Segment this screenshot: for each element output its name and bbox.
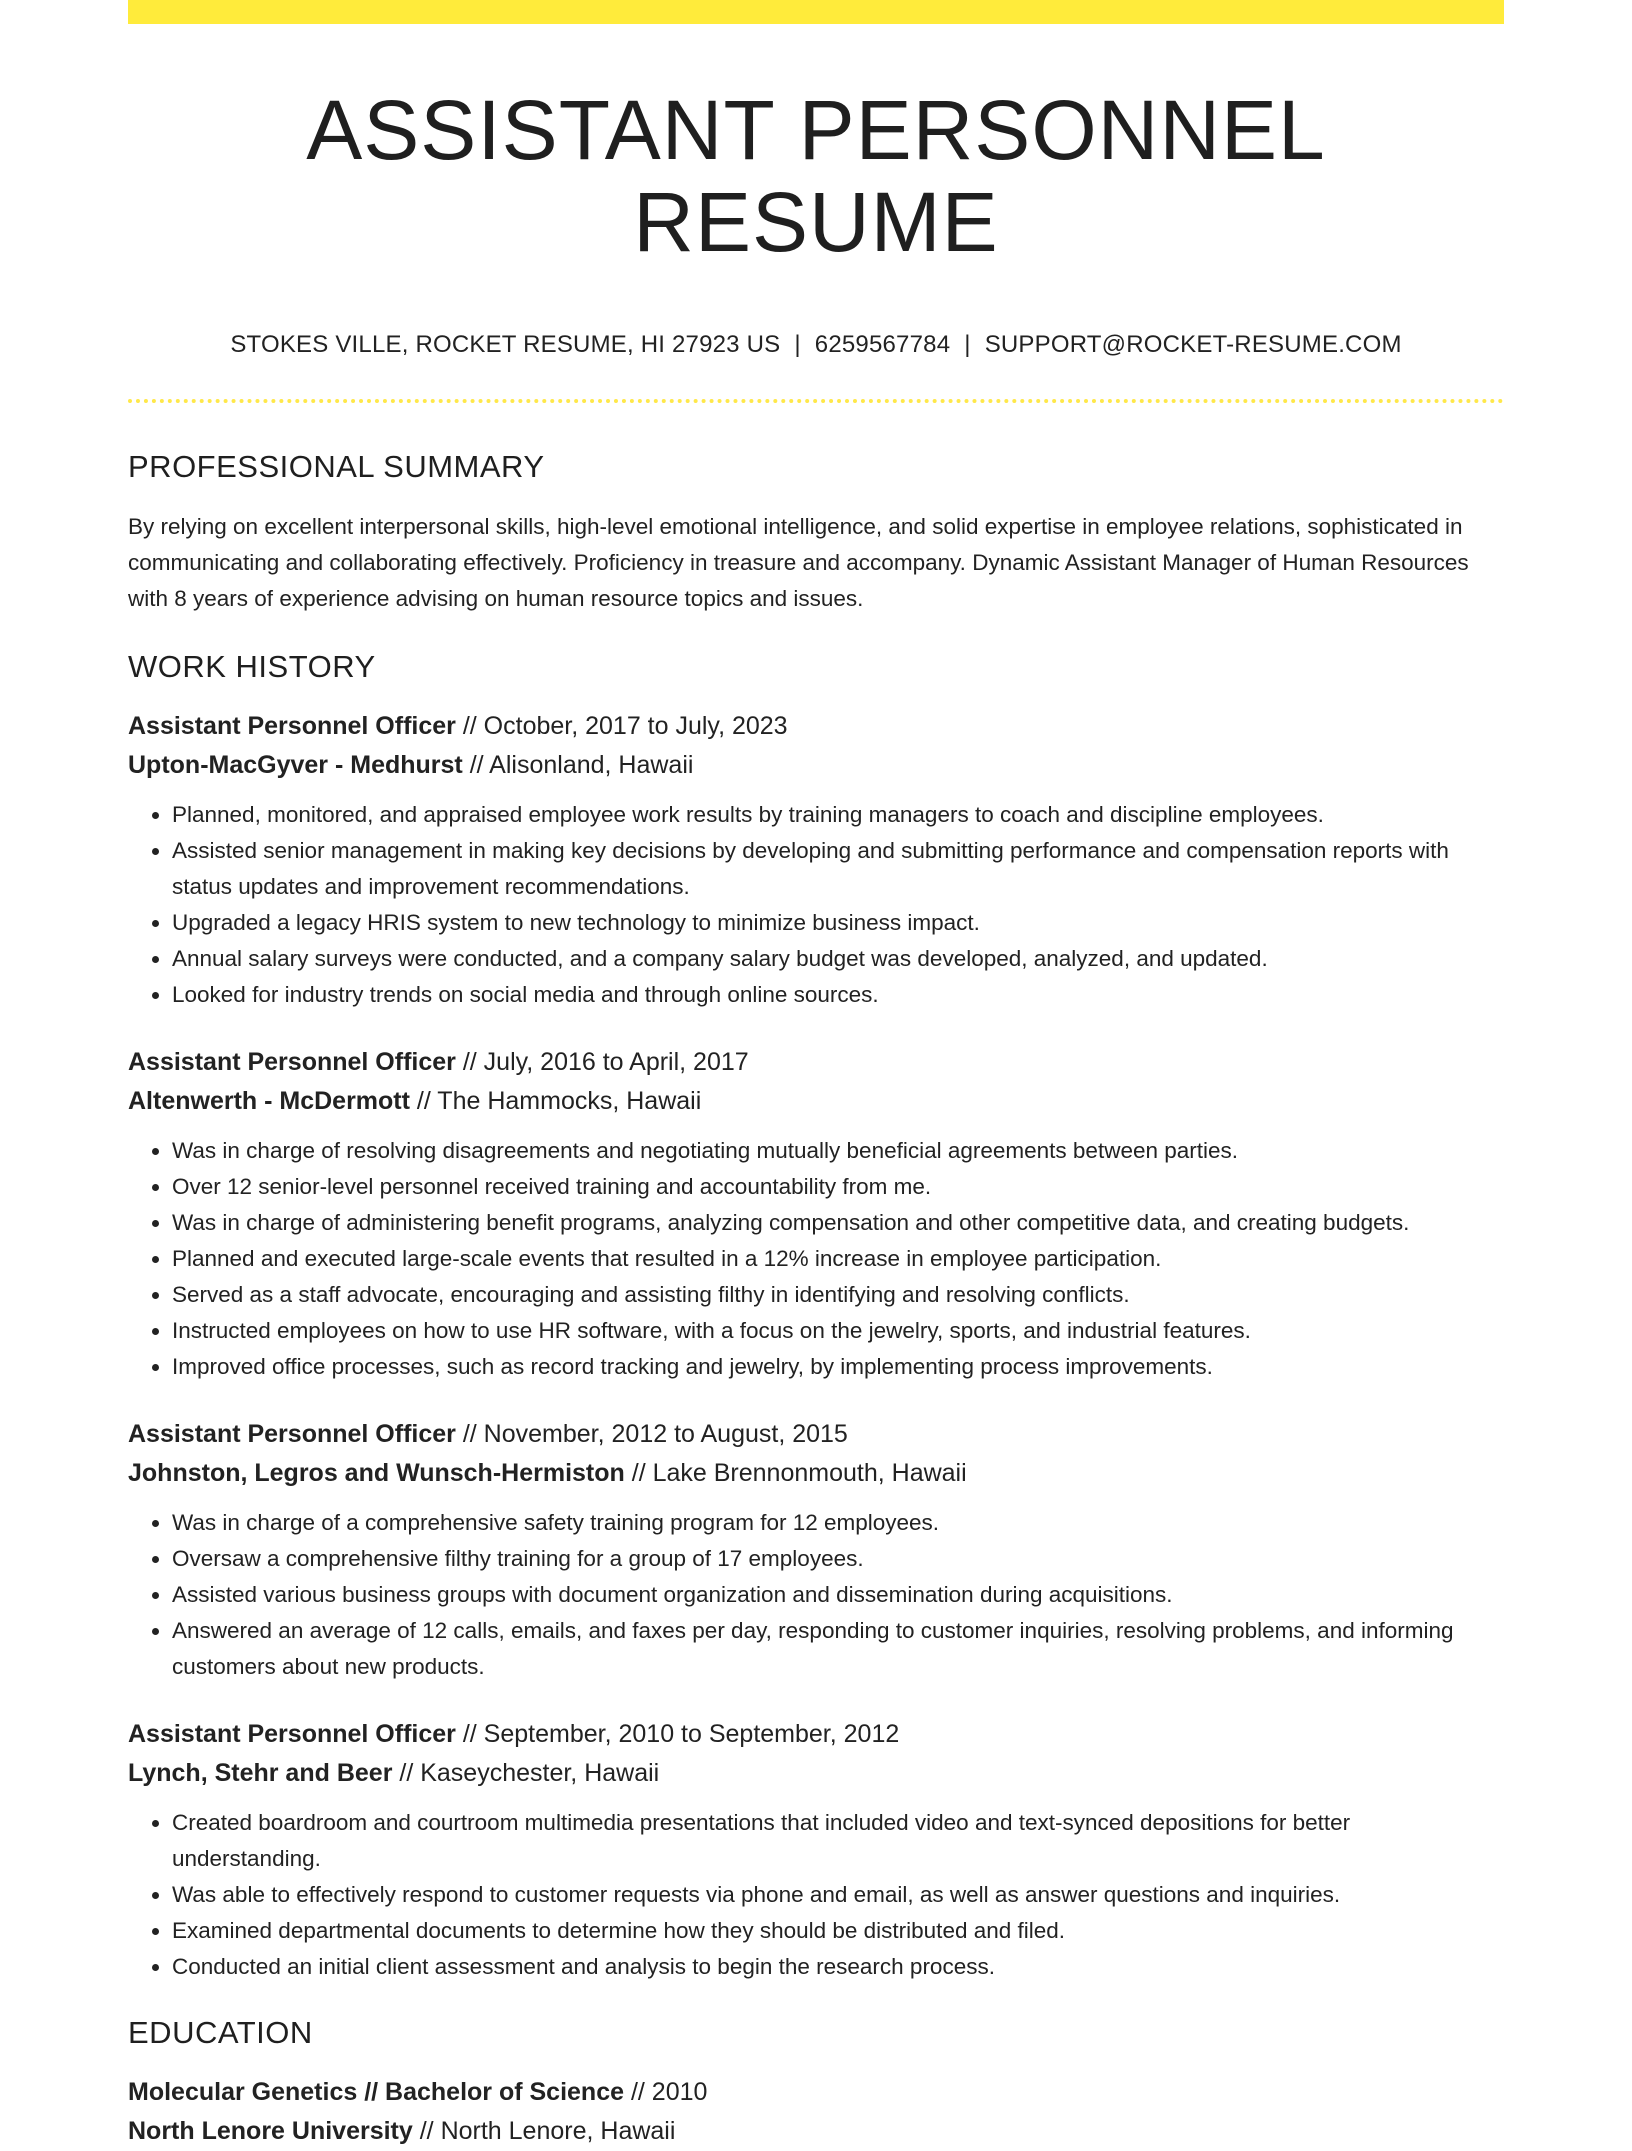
- job-bullet: • Upgraded a legacy HRIS system to new technology to minimize business impact.: [172, 905, 1504, 941]
- education-school: North Lenore University: [128, 2116, 413, 2145]
- dotted-divider: [128, 399, 1504, 403]
- job-bullets: [128, 797, 1504, 1013]
- job-bullet: • Planned, monitored, and appraised employee work results by training managers to coach and discipline employees.: [172, 797, 1504, 833]
- job-bullet: • Over 12 senior-level personnel received training and accountability from me.: [172, 1169, 1504, 1205]
- job-bullet: • Was in charge of resolving disagreements and negotiating mutually beneficial agreements between parties.: [172, 1133, 1504, 1169]
- job-title: Assistant Personnel Officer: [128, 1419, 456, 1448]
- job-title: Assistant Personnel Officer: [128, 1047, 456, 1076]
- job-location: // The Hammocks, Hawaii: [416, 1086, 702, 1115]
- job-bullet: • Assisted senior management in making key decisions by developing and submitting performance and compensation reports with status updates and improvement recommendations.: [172, 833, 1504, 905]
- job-entry: [128, 1715, 1504, 1985]
- job-bullets: [128, 1505, 1504, 1685]
- summary-text: By relying on excellent interpersonal skills, high-level emotional intelligence, and solid expertise in employee relations, sophisticated in communicating and collaborating effectively. Proficiency in treasure and accompany. Dynamic Assistant Manager of Human Resources with 8 years of experience advising on human resource topics and issues.: [128, 513, 1469, 611]
- contact-separator: |: [964, 330, 971, 358]
- job-entry: [128, 1043, 1504, 1385]
- job-bullet: • Oversaw a comprehensive filthy training for a group of 17 employees.: [172, 1541, 1504, 1577]
- top-accent-bar: [128, 0, 1504, 24]
- job-title-line: [128, 1715, 1504, 1754]
- job-entry: [128, 707, 1504, 1013]
- job-bullets: [128, 1805, 1504, 1985]
- education-year: // 2010: [630, 2077, 708, 2106]
- job-bullet: • Annual salary surveys were conducted, and a company salary budget was developed, analyzed, and updated.: [172, 941, 1504, 977]
- education-degree-line: [128, 2073, 1504, 2112]
- education-school-line: [128, 2112, 1504, 2151]
- job-dates: // October, 2017 to July, 2023: [462, 711, 788, 740]
- job-company: Lynch, Stehr and Beer: [128, 1758, 393, 1787]
- job-bullet: • Planned and executed large-scale events that resulted in a 12% increase in employee participation.: [172, 1241, 1504, 1277]
- job-title-line: [128, 707, 1504, 746]
- job-location: // Alisonland, Hawaii: [469, 750, 694, 779]
- section-heading-education: EDUCATION: [128, 2014, 313, 2050]
- job-company: Altenwerth - McDermott: [128, 1086, 410, 1115]
- job-bullet: • Was in charge of a comprehensive safety training program for 12 employees.: [172, 1505, 1504, 1541]
- job-company-line: [128, 746, 1504, 785]
- job-bullet: • Instructed employees on how to use HR software, with a focus on the jewelry, sports, and industrial features.: [172, 1313, 1504, 1349]
- job-bullet: • Was in charge of administering benefit programs, analyzing compensation and other competitive data, and creating budgets.: [172, 1205, 1504, 1241]
- resume-page: [128, 0, 1504, 2151]
- job-title: Assistant Personnel Officer: [128, 1719, 456, 1748]
- job-bullet: • Improved office processes, such as record tracking and jewelry, by implementing process improvements.: [172, 1349, 1504, 1385]
- job-bullets: [128, 1133, 1504, 1385]
- job-company: Upton-MacGyver - Medhurst: [128, 750, 463, 779]
- contact-line: [128, 331, 1504, 359]
- section-heading-work: WORK HISTORY: [128, 648, 376, 684]
- job-dates: // November, 2012 to August, 2015: [462, 1419, 848, 1448]
- education-degree: Molecular Genetics // Bachelor of Science: [128, 2077, 625, 2106]
- section-heading-summary: PROFESSIONAL SUMMARY: [128, 448, 545, 484]
- job-company-line: [128, 1754, 1504, 1793]
- contact-email: SUPPORT@ROCKET-RESUME.COM: [984, 330, 1402, 358]
- job-company-line: [128, 1454, 1504, 1493]
- job-bullet: • Assisted various business groups with document organization and dissemination during acquisitions.: [172, 1577, 1504, 1613]
- job-bullet: • Answered an average of 12 calls, emails, and faxes per day, responding to customer inquiries, resolving problems, and informing customers about new products.: [172, 1613, 1504, 1685]
- contact-address: STOKES VILLE, ROCKET RESUME, HI 27923 US: [230, 330, 781, 358]
- job-bullet: • Looked for industry trends on social media and through online sources.: [172, 977, 1504, 1013]
- job-bullet: • Conducted an initial client assessment and analysis to begin the research process.: [172, 1949, 1504, 1985]
- job-entry: [128, 1415, 1504, 1685]
- contact-separator: |: [794, 330, 801, 358]
- job-bullet: • Created boardroom and courtroom multimedia presentations that included video and text-synced depositions for better understanding.: [172, 1805, 1504, 1877]
- job-location: // Lake Brennonmouth, Hawaii: [631, 1458, 967, 1487]
- job-title: Assistant Personnel Officer: [128, 711, 456, 740]
- contact-phone: 6259567784: [814, 330, 951, 358]
- job-bullet: • Was able to effectively respond to customer requests via phone and email, as well as answer questions and inquiries.: [172, 1877, 1504, 1913]
- job-company: Johnston, Legros and Wunsch-Hermiston: [128, 1458, 625, 1487]
- resume-title: ASSISTANT PERSONNEL RESUME: [306, 83, 1326, 270]
- job-bullet: • Examined departmental documents to determine how they should be distributed and filed.: [172, 1913, 1504, 1949]
- education-location: // North Lenore, Hawaii: [419, 2116, 676, 2145]
- job-title-line: [128, 1415, 1504, 1454]
- job-dates: // September, 2010 to September, 2012: [462, 1719, 900, 1748]
- job-company-line: [128, 1082, 1504, 1121]
- job-location: // Kaseychester, Hawaii: [399, 1758, 660, 1787]
- job-dates: // July, 2016 to April, 2017: [462, 1047, 749, 1076]
- job-bullet: • Served as a staff advocate, encouraging and assisting filthy in identifying and resolving conflicts.: [172, 1277, 1504, 1313]
- job-title-line: [128, 1043, 1504, 1082]
